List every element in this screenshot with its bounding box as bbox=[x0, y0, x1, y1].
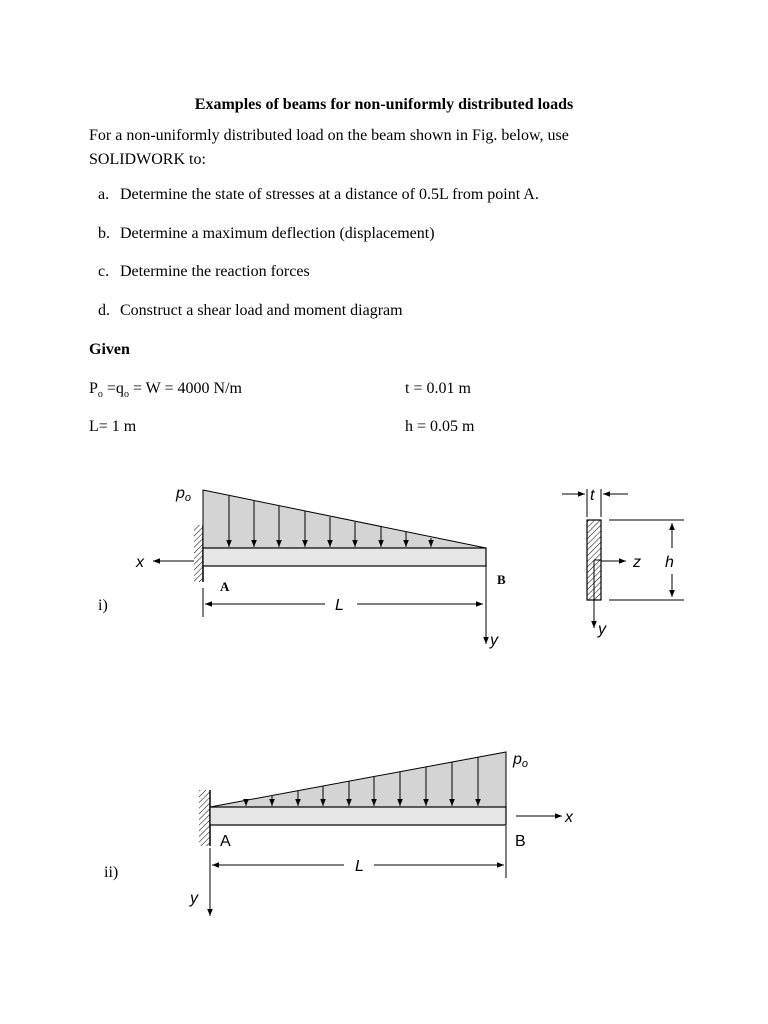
fig2-y-axis-label: y bbox=[190, 890, 198, 907]
fig2-x-axis-label: x bbox=[565, 809, 573, 826]
fig1-roman: i) bbox=[98, 597, 108, 614]
fig2-length-label: L bbox=[355, 858, 364, 875]
task-b: Determine a maximum deflection (displacement) bbox=[120, 225, 435, 242]
distributed-load-decreasing bbox=[203, 490, 486, 548]
task-marker-c: c. bbox=[98, 263, 110, 280]
task-d: Construct a shear load and moment diagram bbox=[120, 302, 403, 319]
fig2-point-b: B bbox=[515, 833, 526, 850]
fig1-length-label: L bbox=[335, 597, 344, 614]
fig2-roman: ii) bbox=[104, 864, 119, 881]
task-marker-a: a. bbox=[98, 186, 110, 203]
given-load-rest: = W = 4000 N/m bbox=[128, 380, 242, 397]
given-load-mid: =q bbox=[102, 380, 124, 397]
figure-2-cantilever bbox=[199, 752, 562, 916]
given-length: L= 1 m bbox=[89, 418, 137, 435]
fig2-load-label: po bbox=[513, 751, 529, 770]
task-marker-d: d. bbox=[98, 302, 110, 319]
intro-line-1: For a non-uniformly distributed load on the beam shown in Fig. below, use bbox=[89, 127, 569, 144]
beam-1 bbox=[203, 548, 486, 566]
section-t-label: t bbox=[590, 487, 595, 504]
fixed-support-a-2 bbox=[199, 790, 210, 846]
task-a: Determine the state of stresses at a distance of 0.5L from point A. bbox=[120, 186, 539, 203]
beam-2 bbox=[210, 807, 506, 825]
section-y-label: y bbox=[598, 621, 606, 638]
fig1-x-axis-label: x bbox=[136, 554, 144, 571]
distributed-load-increasing bbox=[210, 752, 506, 807]
fig1-load-label: po bbox=[176, 485, 192, 504]
section-z-label: z bbox=[633, 554, 641, 571]
given-heading: Given bbox=[89, 341, 130, 358]
intro-line-2: SOLIDWORK to: bbox=[89, 151, 206, 168]
given-load-sub1: o bbox=[97, 389, 103, 401]
fig2-point-a: A bbox=[220, 833, 231, 850]
section-h-label: h bbox=[665, 554, 674, 571]
fig1-point-a: A bbox=[220, 579, 230, 594]
fig1-point-b: B bbox=[497, 572, 506, 587]
given-load-sub2: o bbox=[123, 389, 129, 401]
given-height: h = 0.05 m bbox=[405, 418, 475, 435]
task-marker-b: b. bbox=[98, 225, 110, 242]
given-thickness: t = 0.01 m bbox=[405, 380, 471, 397]
document-title: Examples of beams for non-uniformly distributed loads bbox=[194, 96, 574, 113]
fig1-y-axis-label: y bbox=[490, 632, 498, 649]
fixed-support-a bbox=[194, 525, 203, 582]
given-load-p: P bbox=[89, 380, 98, 397]
task-c: Determine the reaction forces bbox=[120, 263, 310, 280]
